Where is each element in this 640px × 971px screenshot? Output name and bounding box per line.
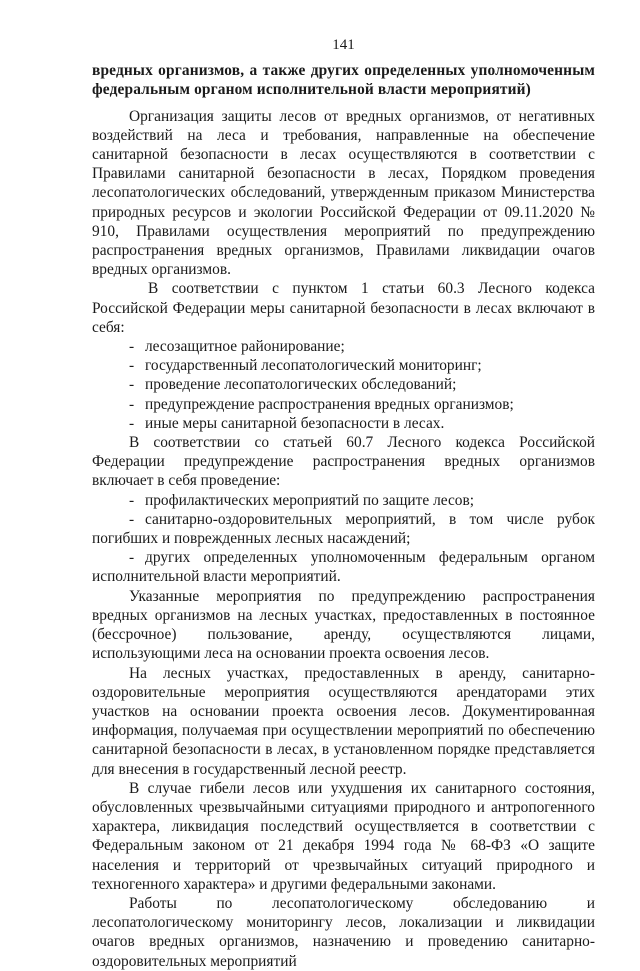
paragraph: Работы по лесопатологическому обследованию и лесопатологическому мониторингу лесов, локализации и ликвидации очагов вредных организмов, назначению и проведению санитарно-оздоровительных мероприятий [92, 894, 595, 970]
dash-marker: - [129, 357, 135, 375]
list-item [92, 356, 595, 375]
dash-marker: - [129, 395, 135, 413]
dash-marker: - [129, 510, 135, 528]
list-item [92, 375, 595, 394]
list-item [92, 510, 595, 548]
list-item [92, 548, 595, 586]
page-number: 141 [332, 37, 355, 53]
paragraph: На лесных участках, предоставленных в аренду, санитарно-оздоровительные мероприятия осуществляются арендаторами этих участков на основании проекта освоения лесов. Документированная информация, получаемая при осуществлении мероприятий по обеспечению санитарной безопасности в лесах, в установленном порядке представляется для внесения в государственный лесной реестр. [92, 664, 595, 778]
dash-marker: - [129, 414, 135, 432]
list-item-text: других определенных уполномоченным федеральным органом исполнительной власти мероприятий. [92, 549, 595, 586]
sanitary-measures-list [92, 337, 595, 433]
dash-marker: - [129, 491, 135, 509]
list-item [92, 337, 595, 356]
list-item [92, 395, 595, 414]
list-item-text: проведение лесопатологических обследований; [145, 376, 457, 394]
paragraph: Организация защиты лесов от вредных организмов, от негативных воздействий на леса и требования, направленные на обеспечение санитарной безопасности в лесах осуществляются в соответствии с Правилами санитарной безопасности в лесах, Порядком проведения лесопатологических обследований, утвержденным приказом Министерства природных ресурсов и экологии Российской Федерации от 09.11.2020 № 910, Правилами осуществления мероприятий по предупреждению распространения вредных организмов, Правилами ликвидации очагов вредных организмов. [92, 107, 595, 279]
list-item-text: государственный лесопатологический мониторинг; [145, 357, 482, 375]
document-page [92, 36, 595, 971]
dash-marker: - [129, 376, 135, 394]
dash-marker: - [129, 338, 135, 356]
dash-marker: - [129, 549, 135, 567]
list-item [92, 491, 595, 510]
list-item-text: санитарно-оздоровительных мероприятий, в том числе рубок погибших и поврежденных лесных насаждений; [92, 510, 595, 548]
section-heading: вредных организмов, а также других определенных уполномоченным федеральным органом исполнительной власти мероприятий) [92, 62, 595, 99]
prevention-measures-list [92, 491, 595, 587]
paragraph: В соответствии с пунктом 1 статьи 60.3 Лесного кодекса Российской Федерации меры санитарной безопасности в лесах включают в себя: [92, 280, 595, 336]
list-item [92, 414, 595, 433]
paragraph: В случае гибели лесов или ухудшения их санитарного состояния, обусловленных чрезвычайными ситуациями природного и антропогенного характера, ликвидация последствий осуществляется в соответствии с Федеральным законом от 21 декабря 1994 года № 68-ФЗ «О защите населения и территорий от чрезвычайных ситуаций природного и техногенного характера» и другими федеральными законами. [92, 779, 595, 893]
paragraph: В соответствии со статьей 60.7 Лесного кодекса Российской Федерации предупреждение распространения вредных организмов включает в себя проведение: [92, 434, 595, 490]
list-item-text: предупреждение распространения вредных организмов; [145, 395, 514, 413]
paragraph: Указанные мероприятия по предупреждению распространения вредных организмов на лесных участках, предоставленных в постоянное (бессрочное) пользование, аренду, осуществляются лицами, использующими леса на основании проекта освоения лесов. [92, 587, 595, 663]
list-item-text: лесозащитное районирование; [145, 338, 345, 356]
list-item-text: иные меры санитарной безопасности в лесах. [145, 414, 445, 432]
list-item-text: профилактических мероприятий по защите лесов; [145, 491, 475, 509]
